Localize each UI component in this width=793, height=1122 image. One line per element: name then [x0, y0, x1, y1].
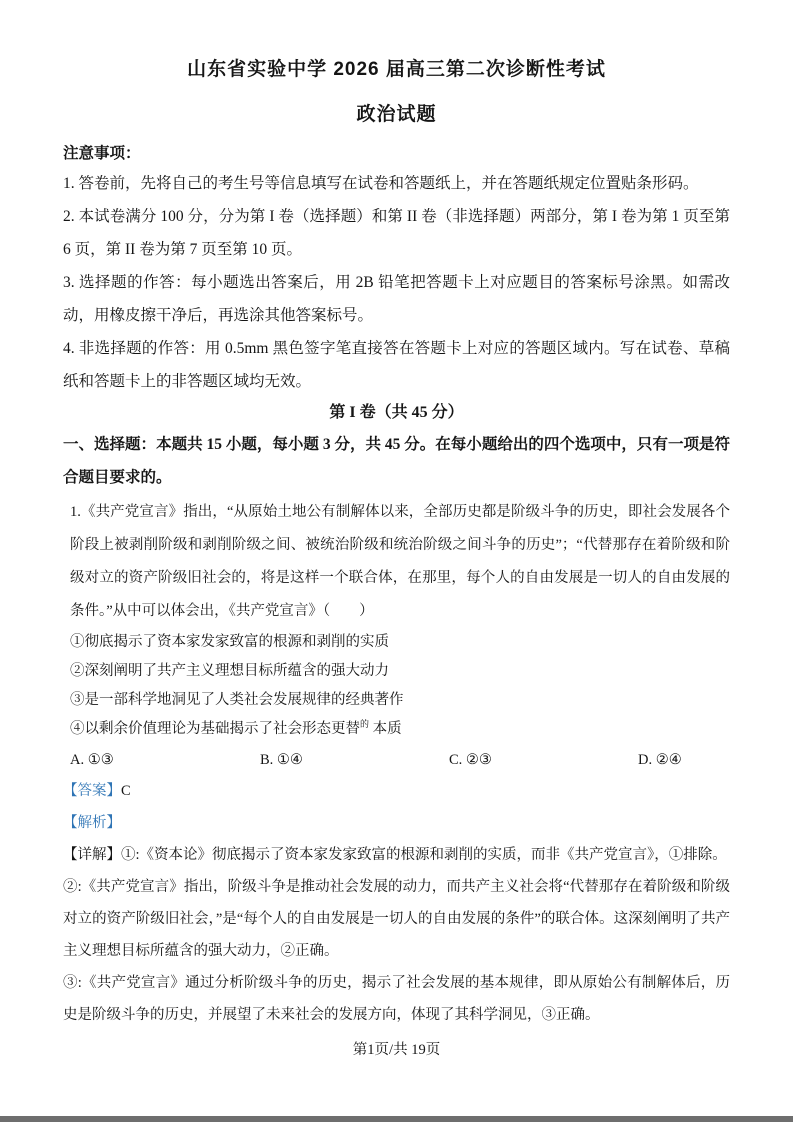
section-instruction: 一、选择题：本题共 15 小题，每小题 3 分，共 45 分。在每小题给出的四个选项中，只有一项是符合题目要求的。 — [63, 436, 730, 486]
detail-text-1: ①:《资本论》彻底揭示了资本家发家致富的根源和剥削的实质，而非《共产党宣言》，①排除。 — [121, 847, 727, 863]
question-1-stem: 1.《共产党宣言》指出，“从原始土地公有制解体以来，全部历史都是阶级斗争的历史，即社会发展各个阶段上被剥削阶级和剥削阶级之间、被统治阶级和统治阶级之间斗争的历史”；“代替那存在着阶级和阶级对立的资产阶级旧社会的，将是这样一个联合体，在那里，每个人的自由发展是一切人的自由发展的条件。”从中可以体会出，《共产党宣言》（ ） — [70, 504, 730, 619]
detail-paragraph-2: ②:《共产党宣言》指出，阶级斗争是推动社会发展的动力，而共产主义社会将“代替那存在着阶级和阶级对立的资产阶级旧社会，”是“每个人的自由发展是一切人的自由发展的条件”的联合体。这深刻阐明了共产主义理想目标所蕴含的强大动力，②正确。 — [63, 879, 730, 959]
detail-label: 【详解】 — [63, 847, 121, 863]
choice-4-tail: 本质 — [369, 721, 402, 737]
option-b: B. ①④ — [260, 752, 303, 768]
option-a: A. ①③ — [70, 752, 114, 768]
notice-item-1: 1. 答卷前，先将自己的考生号等信息填写在试卷和答题纸上，并在答题纸规定位置贴条形码。 — [63, 175, 699, 192]
question-1 — [63, 496, 730, 775]
answer-line — [63, 775, 730, 807]
detail-paragraph-3: ③:《共产党宣言》通过分析阶级斗争的历史，揭示了社会发展的基本规律，即从原始公有制解体后，历史是阶级斗争的历史，并展望了未来社会的发展方向，体现了其科学洞见，③正确。 — [63, 975, 730, 1023]
page-bottom-edge-bar — [0, 1116, 793, 1122]
question-1-choice-3: ③是一部科学地洞见了人类社会发展规律的经典著作 — [70, 692, 404, 708]
notice-item-2: 2. 本试卷满分 100 分，分为第 I 卷（选择题）和第 II 卷（非选择题）两部分，第 I 卷为第 1 页至第 6 页，第 II 卷为第 7 页至第 10 页。 — [63, 208, 730, 258]
detail-paragraph-1 — [63, 839, 730, 871]
analysis-label: 【解析】 — [63, 815, 121, 831]
option-d: D. ②④ — [638, 752, 682, 768]
option-c: C. ②③ — [449, 752, 492, 768]
analysis-line — [63, 807, 730, 839]
question-1-choice-4 — [70, 715, 730, 744]
choice-4-superscript: 的 — [360, 719, 370, 730]
answer-value: C — [121, 783, 131, 799]
exam-title: 山东省实验中学 2026 届高三第二次诊断性考试 — [187, 59, 606, 80]
exam-subject-title: 政治试题 — [356, 104, 437, 125]
question-1-options-row — [70, 745, 730, 775]
volume-heading: 第 I 卷（共 45 分） — [329, 404, 464, 421]
notice-heading: 注意事项： — [63, 145, 141, 162]
notice-item-4: 4. 非选择题的作答：用 0.5mm 黑色签字笔直接答在答题卡上对应的答题区域内。写在试卷、草稿纸和答题卡上的非答题区域均无效。 — [63, 340, 730, 390]
answer-label: 【答案】 — [63, 783, 121, 799]
notice-item-3: 3. 选择题的作答：每小题选出答案后，用 2B 铅笔把答题卡上对应题目的答案标号涂黑。如需改动，用橡皮擦干净后，再选涂其他答案标号。 — [63, 274, 730, 324]
choice-4-text: ④以剩余价值理论为基础揭示了社会形态更替 — [70, 721, 360, 737]
page-number-indicator: 第1页/共 19页 — [352, 1042, 441, 1058]
question-1-choice-2: ②深刻阐明了共产主义理想目标所蕴含的强大动力 — [70, 663, 389, 679]
question-1-choice-1: ①彻底揭示了资本家发家致富的根源和剥削的实质 — [70, 634, 389, 650]
